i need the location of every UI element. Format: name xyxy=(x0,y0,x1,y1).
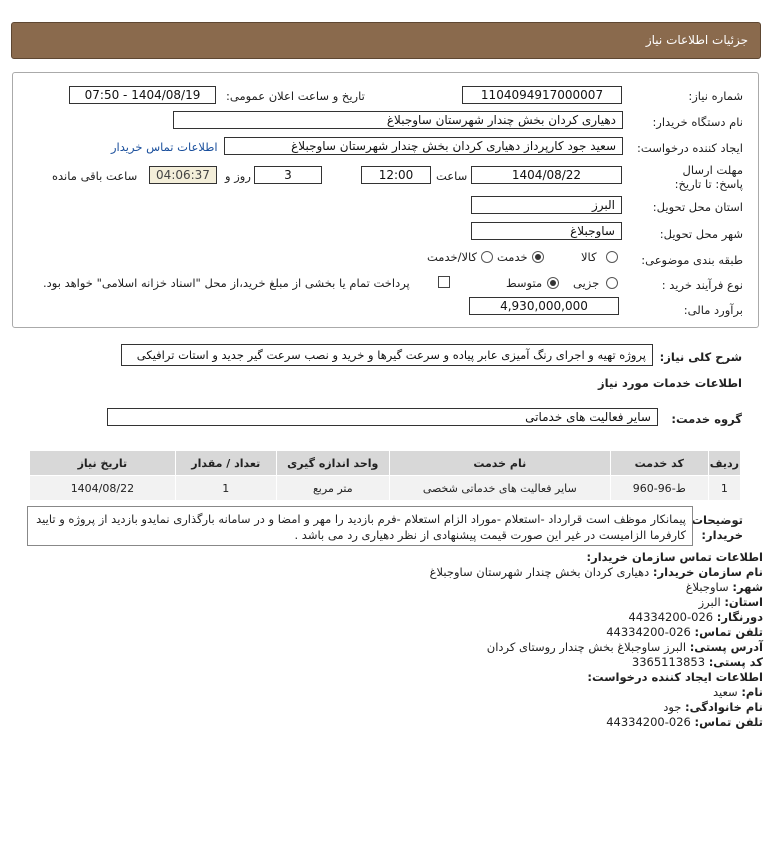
col-row: ردیف xyxy=(708,451,740,476)
treasury-checkbox[interactable] xyxy=(438,276,450,288)
deadline-date-field: 1404/08/22 xyxy=(471,166,622,184)
page-title: جزئیات اطلاعات نیاز xyxy=(645,33,748,47)
page-header xyxy=(11,22,761,59)
category-radio-goods-service[interactable] xyxy=(481,251,493,263)
col-qty: تعداد / مقدار xyxy=(175,451,276,476)
city-field: ساوجبلاغ xyxy=(471,222,622,240)
city-label: شهر محل تحویل: xyxy=(659,227,743,241)
process-option-minor: جزیی xyxy=(573,276,600,290)
days-field: 3 xyxy=(254,166,322,184)
treasury-note: پرداخت تمام یا بخشی از مبلغ خرید،از محل "اسناد خزانه اسلامی" خواهد بود. xyxy=(43,276,410,290)
cell-qty: 1 xyxy=(175,476,276,501)
creator-label: ایجاد کننده درخواست: xyxy=(637,141,743,155)
remaining-time-field: 04:06:37 xyxy=(149,166,217,184)
province-label: استان محل تحویل: xyxy=(652,200,743,214)
services-section-title: اطلاعات خدمات مورد نیاز xyxy=(598,376,742,390)
budget-field: 4,930,000,000 xyxy=(469,297,619,315)
process-option-medium: متوسط xyxy=(506,276,543,290)
buyer-org-line: نام سازمان خریدار: دهیاری کردان بخش چندار شهرستان ساوجبلاغ xyxy=(429,565,763,579)
service-group-field: سایر فعالیت های خدماتی xyxy=(107,408,658,426)
creator-info-title: اطلاعات ایجاد کننده درخواست: xyxy=(587,670,763,684)
category-radio-service[interactable] xyxy=(532,251,544,263)
category-label: طبقه بندی موضوعی: xyxy=(641,253,743,267)
days-label: روز و xyxy=(225,169,251,183)
category-option-goods-service: کالا/خدمت xyxy=(427,250,478,264)
col-name: نام خدمت xyxy=(389,451,610,476)
deadline-time-field: 12:00 xyxy=(361,166,431,184)
buyer-org-label: نام دستگاه خریدار: xyxy=(652,115,743,129)
province-field: البرز xyxy=(471,196,622,214)
creator-field: سعید جود کارپرداز دهیاری کردان بخش چندار شهرستان ساوجبلاغ xyxy=(224,137,623,155)
process-radio-minor[interactable] xyxy=(606,277,618,289)
description-label: شرح کلی نیاز: xyxy=(659,350,742,364)
table-row xyxy=(30,476,741,501)
budget-label: برآورد مالی: xyxy=(683,303,743,317)
deadline-label: مهلت ارسال پاسخ: تا تاریخ: xyxy=(674,163,743,191)
notes-label: توضیحات خریدار: xyxy=(691,513,743,542)
buyer-province-line: استان: البرز xyxy=(698,595,763,609)
remaining-label: ساعت باقی مانده xyxy=(52,169,138,183)
cell-unit: متر مربع xyxy=(276,476,389,501)
col-date: تاریخ نیاز xyxy=(30,451,176,476)
notes-field: پیمانکار موظف است قرارداد -استعلام -موراد الزام استعلام -فرم بازدید را مهر و امضا و در سامانه بارگذاری نمایدو بازدید از پروژه و تایید کارفرما الزامیست در غیر این صورت قیمت پیشنهادی از نظر دهیاری رد می باشد . xyxy=(27,506,693,546)
table-header-row xyxy=(30,451,741,476)
deadline-time-label: ساعت xyxy=(436,169,468,183)
need-number-field: 1104094917000007 xyxy=(462,86,622,104)
category-option-service: خدمت xyxy=(497,250,528,264)
col-code: کد خدمت xyxy=(610,451,708,476)
buyer-contact-link[interactable]: اطلاعات تماس خریدار xyxy=(111,140,218,154)
need-number-label: شماره نیاز: xyxy=(688,89,743,103)
services-table xyxy=(29,450,741,501)
buyer-city-line: شهر: ساوجبلاغ xyxy=(685,580,763,594)
buyer-org-field: دهیاری کردان بخش چندار شهرستان ساوجبلاغ xyxy=(173,111,623,129)
buyer-address-line: آدرس پستی: البرز ساوجبلاغ بخش چندار روستای کردان xyxy=(486,640,763,654)
buyer-fax-line: دورنگار: 026-44334200 xyxy=(628,610,763,624)
category-option-goods: کالا xyxy=(581,250,597,264)
announce-label: تاریخ و ساعت اعلان عمومی: xyxy=(226,89,365,103)
cell-row: 1 xyxy=(708,476,740,501)
buyer-info-title: اطلاعات تماس سازمان خریدار: xyxy=(586,550,763,564)
cell-code: ط-96-960 xyxy=(610,476,708,501)
category-radio-goods[interactable] xyxy=(606,251,618,263)
col-unit: واحد اندازه گیری xyxy=(276,451,389,476)
process-radio-medium[interactable] xyxy=(547,277,559,289)
cell-date: 1404/08/22 xyxy=(30,476,176,501)
creator-family-line: نام خانوادگی: جود xyxy=(663,700,763,714)
cell-name: سایر فعالیت های خدماتی شخصی xyxy=(389,476,610,501)
description-field: پروژه تهیه و اجرای رنگ آمیزی عابر پیاده و سرعت گیرها و خرید و نصب سرعت گیر جدید و استات ترافیکی xyxy=(121,344,653,366)
process-label: نوع فرآیند خرید : xyxy=(661,278,743,292)
buyer-phone-line: تلفن تماس: 026-44334200 xyxy=(606,625,763,639)
buyer-postal-line: کد پستی: 3365113853 xyxy=(631,655,763,669)
creator-name-line: نام: سعید xyxy=(712,685,763,699)
announce-field: 1404/08/19 - 07:50 xyxy=(69,86,216,104)
creator-phone-line: تلفن تماس: 026-44334200 xyxy=(606,715,763,729)
service-group-label: گروه خدمت: xyxy=(671,412,742,426)
